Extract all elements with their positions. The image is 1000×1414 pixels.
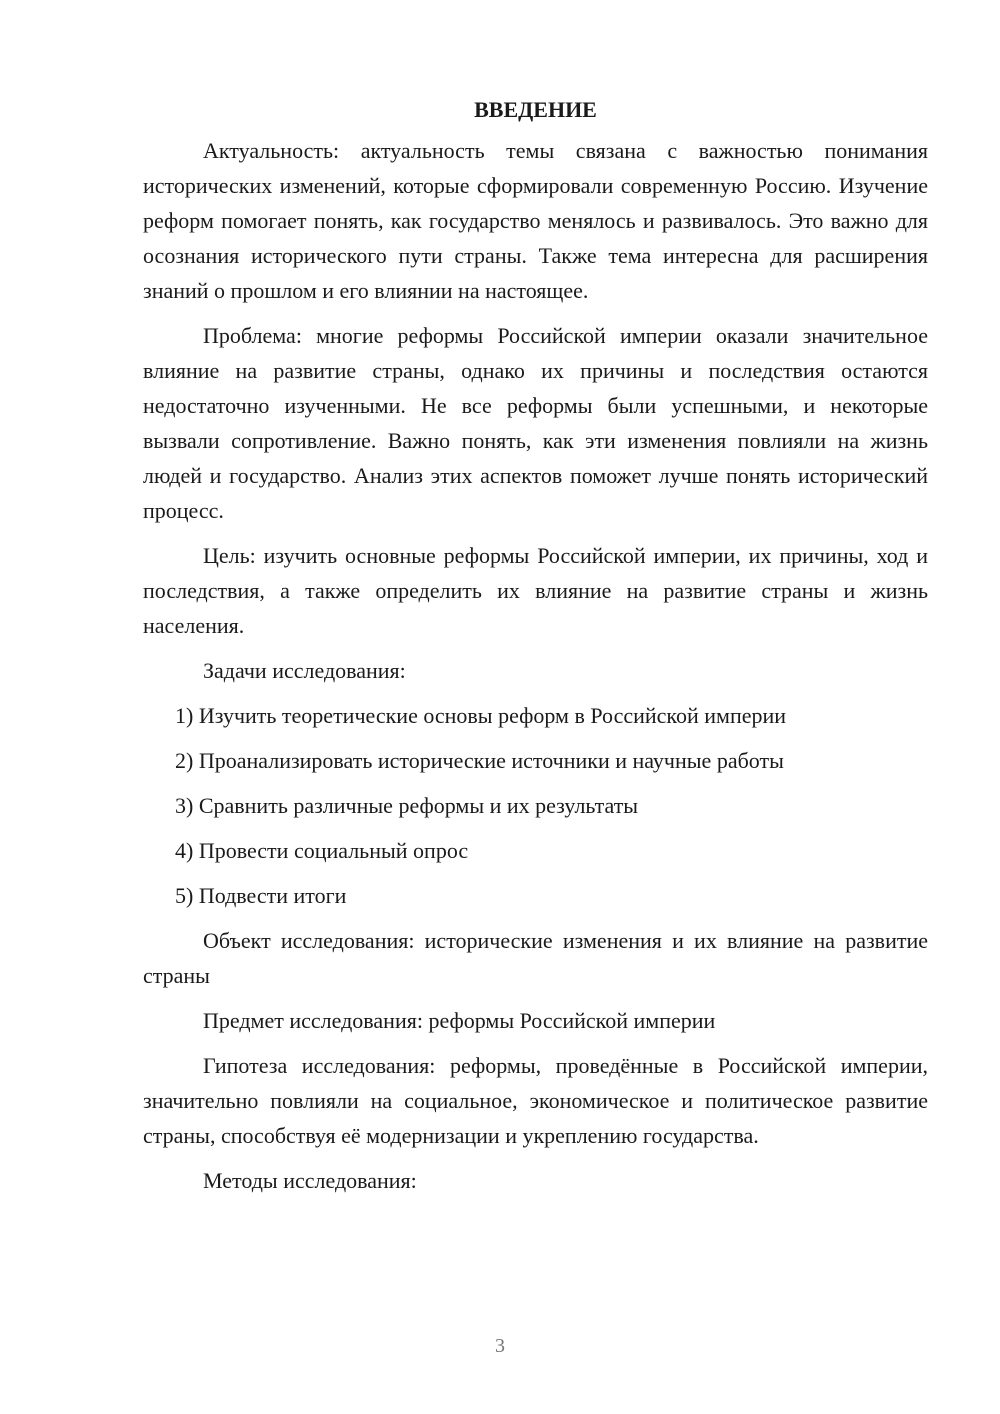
document-page bbox=[143, 95, 928, 1208]
relevance-paragraph: Актуальность: актуальность темы связана с важностью понимания исторических изменений, которые сформировали современную Россию. Изучение реформ помогает понять, как государство менялось и развивалось. Это важно для осознания исторического пути страны. Также тема интересна для расширения знаний о прошлом и его влиянии на настоящее. bbox=[143, 138, 928, 303]
task-item: 5) Подвести итоги bbox=[175, 883, 347, 908]
task-item: 4) Провести социальный опрос bbox=[175, 838, 469, 863]
methods-heading: Методы исследования: bbox=[203, 1168, 417, 1193]
tasks-heading: Задачи исследования: bbox=[203, 658, 406, 683]
problem-paragraph: Проблема: многие реформы Российской империи оказали значительное влияние на развитие страны, однако их причины и последствия остаются недостаточно изученными. Не все реформы были успешными, и некоторые вызвали сопротивление. Важно понять, как эти изменения повлияли на жизнь людей и государство. Анализ этих аспектов поможет лучше понять исторический процесс. bbox=[143, 323, 928, 523]
goal-paragraph: Цель: изучить основные реформы Российской империи, их причины, ход и последствия, а также определить их влияние на развитие страны и жизнь населения. bbox=[143, 543, 928, 638]
page-number: 3 bbox=[495, 1335, 505, 1357]
task-item: 2) Проанализировать исторические источники и научные работы bbox=[175, 748, 784, 773]
subject-paragraph: Предмет исследования: реформы Российской империи bbox=[203, 1008, 716, 1033]
task-item: 3) Сравнить различные реформы и их результаты bbox=[175, 793, 639, 818]
task-item: 1) Изучить теоретические основы реформ в Российской империи bbox=[175, 703, 787, 728]
hypothesis-paragraph: Гипотеза исследования: реформы, проведённые в Российской империи, значительно повлияли на социальное, экономическое и политическое развитие страны, способствуя её модернизации и укреплению государства. bbox=[143, 1053, 928, 1148]
tasks-list bbox=[143, 698, 928, 913]
document-title: ВВЕДЕНИЕ bbox=[474, 97, 597, 122]
object-paragraph: Объект исследования: исторические изменения и их влияние на развитие страны bbox=[143, 928, 928, 988]
